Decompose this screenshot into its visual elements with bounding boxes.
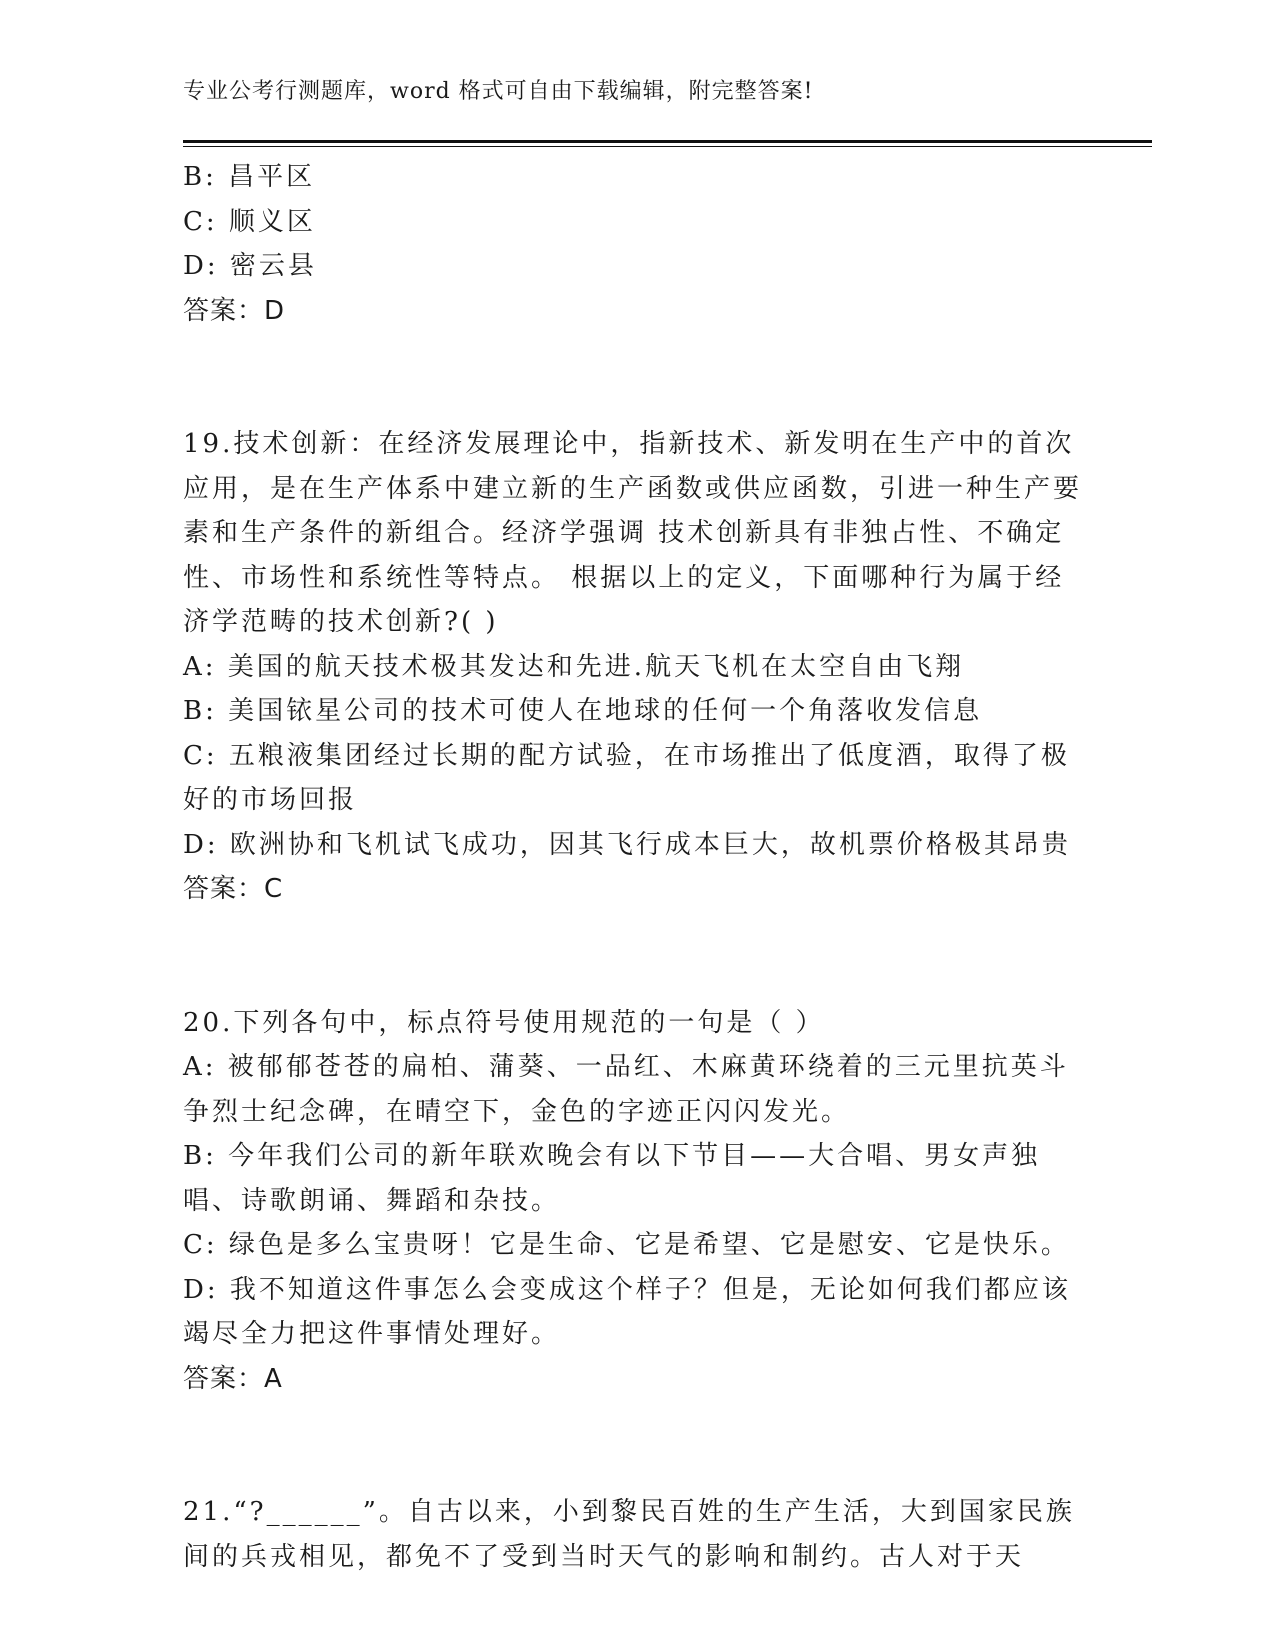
spacer bbox=[183, 333, 1083, 422]
q18-option-c: C: 顺义区 bbox=[183, 206, 316, 237]
q19-stem: 19.技术创新：在经济发展理论中，指新技术、新发明在生产中的首次应用，是在生产体系中建立新的生产函数或供应函数，引进一种生产要素和生产条件的新组合。经济学强调 技术创新具有非独占性、不确定性、市场性和系统性等特点。 根据以上的定义，下面哪种行为属于经济学范畴的技术创新?( ) bbox=[183, 429, 1083, 637]
question-20 bbox=[183, 1001, 1083, 1402]
q18-option-d: D: 密云县 bbox=[183, 251, 317, 281]
document-body bbox=[183, 155, 1083, 1579]
page-header: 专业公考行测题库，word 格式可自由下载编辑，附完整答案! bbox=[183, 79, 814, 104]
q19-option-b: B: 美国铱星公司的技术可使人在地球的任何一个角落收发信息 bbox=[183, 696, 983, 726]
q19-option-a: A: 美国的航天技术极其发达和先进.航天飞机在太空自由飞翔 bbox=[183, 651, 965, 682]
spacer bbox=[183, 1401, 1083, 1490]
header-rule bbox=[183, 140, 1152, 143]
q19-answer: 答案：C bbox=[183, 874, 284, 904]
q20-option-a: A: 被郁郁苍苍的扁柏、蒲葵、一品红、木麻黄环绕着的三元里抗英斗争烈士纪念碑，在晴空下，金色的字迹正闪闪发光。 bbox=[183, 1052, 1069, 1127]
question-18 bbox=[183, 155, 1083, 333]
q20-option-b: B: 今年我们公司的新年联欢晚会有以下节目——大合唱、男女声独唱、诗歌朗诵、舞蹈和杂技。 bbox=[183, 1141, 1041, 1216]
q20-stem: 20.下列各句中，标点符号使用规范的一句是（ ） bbox=[183, 1007, 825, 1038]
q19-option-d: D: 欧洲协和飞机试飞成功，因其飞行成本巨大，故机票价格极其昂贵 bbox=[183, 829, 1071, 860]
q18-answer: 答案：D bbox=[183, 295, 286, 326]
q20-answer: 答案：A bbox=[183, 1363, 283, 1394]
q19-option-c: C: 五粮液集团经过长期的配方试验，在市场推出了低度酒，取得了极好的市场回报 bbox=[183, 740, 1070, 815]
q21-stem: 21.“?______”。自古以来，小到黎民百姓的生产生活，大到国家民族间的兵戎相见，都免不了受到当时天气的影响和制约。古人对于天 bbox=[183, 1497, 1075, 1572]
q18-option-b: B: 昌平区 bbox=[183, 162, 316, 192]
q20-option-c: C: 绿色是多么宝贵呀！它是生命、它是希望、它是慰安、它是快乐。 bbox=[183, 1230, 1070, 1260]
question-19 bbox=[183, 422, 1083, 912]
question-21 bbox=[183, 1490, 1083, 1579]
q20-option-d: D: 我不知道这件事怎么会变成这个样子？但是，无论如何我们都应该竭尽全力把这件事情处理好。 bbox=[183, 1274, 1071, 1349]
spacer bbox=[183, 912, 1083, 1001]
header-rule-thin bbox=[183, 146, 1152, 147]
